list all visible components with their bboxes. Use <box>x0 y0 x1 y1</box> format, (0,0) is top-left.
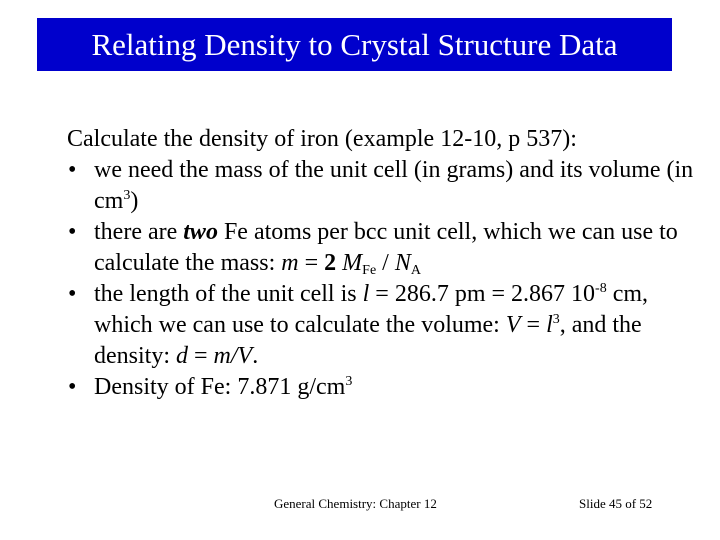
variable-d: d <box>176 343 188 369</box>
bullet-dot-icon: • <box>68 219 77 245</box>
variable-l-cubed: l <box>546 312 553 338</box>
subscript-A: A <box>410 263 421 278</box>
variable-m: m <box>281 250 299 276</box>
variable-N: N <box>394 250 411 276</box>
bullet-item-density-result: • Density of Fe: 7.871 $g/cm^3$ <box>67 372 697 403</box>
slide-body <box>67 124 697 403</box>
variable-m-over-V: m/V <box>213 343 253 369</box>
bullet-dot-icon: • <box>68 157 77 183</box>
variable-M: M <box>342 250 363 276</box>
bold-two: 2 <box>324 250 337 276</box>
bullet-item-cell-length: • the length of the unit cell is l = 286.7 pm = 2.867 $10^{-8}$ cm, which we can use to calculate the volume: $V = l^3$, and the density: d = m/V. <box>68 281 649 369</box>
variable-V: V <box>505 312 521 338</box>
subscript-Fe: Fe <box>362 263 377 278</box>
slide-title-text: Relating Density to Crystal Structure Data <box>91 26 618 62</box>
bullet-item-atoms-per-cell: • there are two Fe atoms per bcc unit cell, which we can use to calculate the mass: m = 2 $M_{Fe} / N_A$ <box>68 219 678 278</box>
bullet-dot-icon: • <box>68 374 77 400</box>
footer-course: General Chemistry: Chapter 12 <box>274 496 437 511</box>
footer-slide-number: Slide 45 of 52 <box>579 496 653 511</box>
intro-text: Calculate the density of iron (example 12-10, p 537): <box>67 126 577 152</box>
variable-l: l <box>362 281 370 307</box>
slide-title <box>37 18 672 71</box>
emphasis-two: two <box>183 219 218 245</box>
bullet-dot-icon: • <box>68 281 77 307</box>
bullet-item-mass-volume: • we need the mass of the unit cell (in grams) and its volume (in $cm^3$) <box>68 157 694 214</box>
bullet-list <box>67 155 697 403</box>
exponent-minus-8: -8 <box>595 281 607 296</box>
